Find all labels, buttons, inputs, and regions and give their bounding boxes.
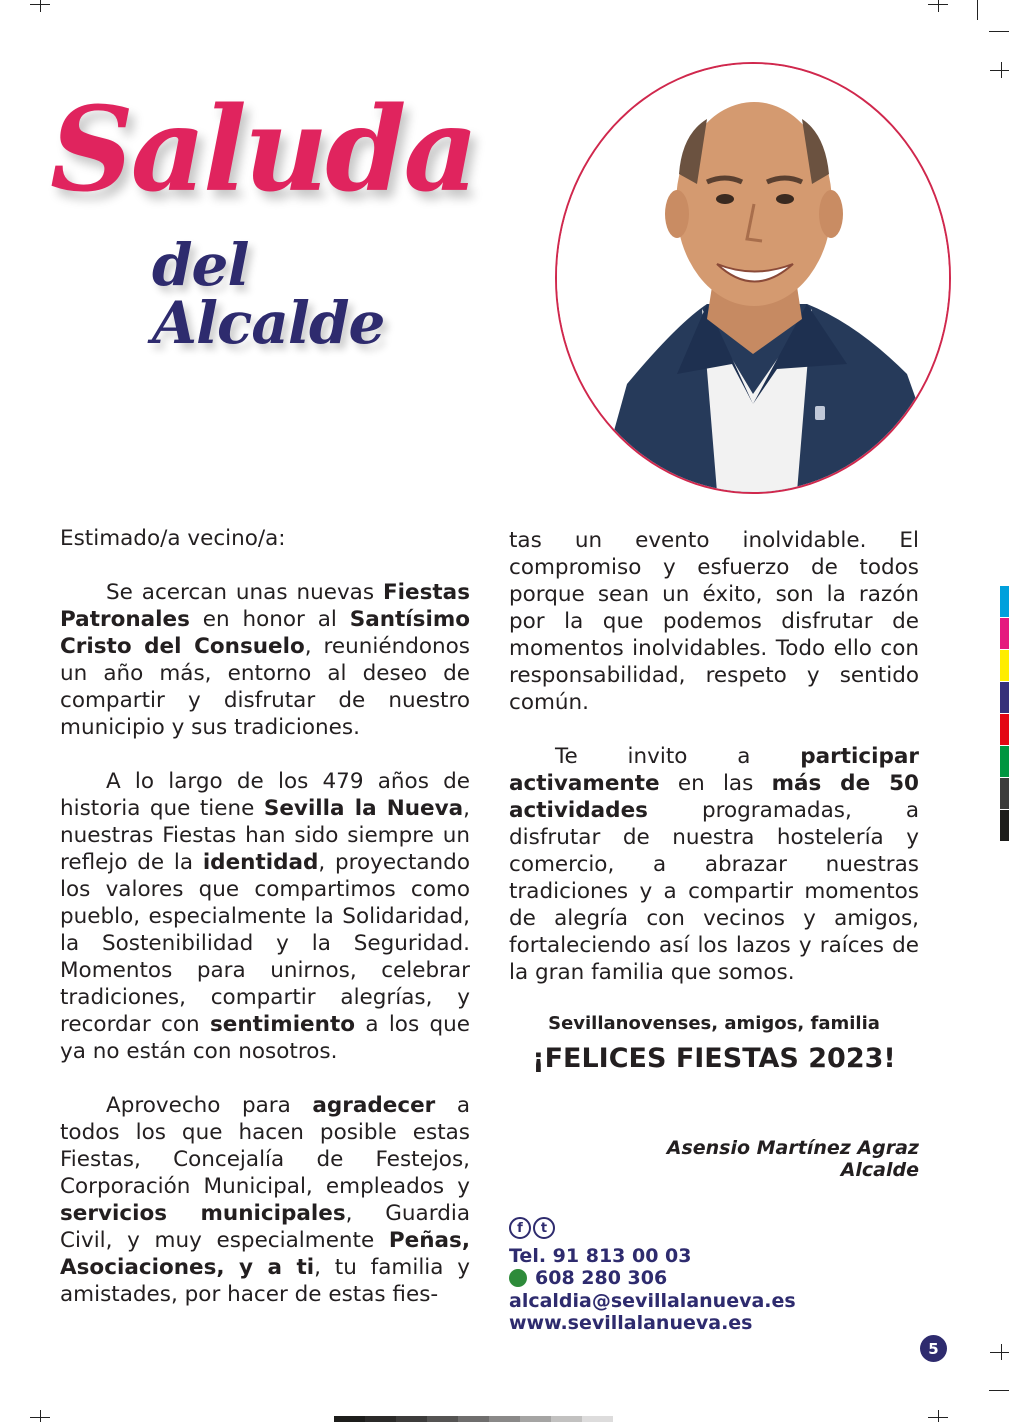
crop-mark [30,4,50,5]
body-text: programadas, a disfrutar de nuestra hostelería y comercio, a abrazar nuestras tradiciones y a compartir momentos de alegría con vecinos y amigos, fortaleciendo así los lazos y raíces de la gran familia que somos. [509,798,919,985]
grey-swatch [582,1416,613,1422]
crop-mark [1001,62,1002,78]
grey-swatch [551,1416,582,1422]
bold-text: participar activamente [509,744,919,796]
grey-swatch [334,1416,365,1422]
color-swatch [1000,586,1009,617]
crop-mark [990,70,1009,71]
color-calibration-bar [1000,586,1009,842]
left-paragraph [60,1092,470,1308]
body-text: A lo largo de los 479 años de historia que tiene [60,769,470,821]
body-text: Te invito a [555,744,801,769]
bold-text: Fiestas Patronales [60,580,470,632]
body-text: Se acercan unas nuevas [106,580,383,605]
crop-mark [989,31,1009,32]
bold-text: Santísimo Cristo del Consuelo [60,607,470,659]
body-text: a los que ya no están con nosotros. [60,1012,470,1064]
facebook-icon[interactable]: f [509,1217,531,1239]
body-text: en las [659,771,772,796]
letter-column-left [60,525,470,1335]
body-text: , nuestras Fiestas han sido siempre un reflejo de la [60,796,470,875]
color-swatch [1000,682,1009,713]
bold-text: Sevilla la Nueva [263,796,464,821]
greeting: Estimado/a vecino/a: [60,526,286,551]
crop-mark [938,0,939,12]
bold-text: servicios municipales [60,1201,346,1226]
twitter-icon[interactable]: t [533,1217,555,1239]
email-link[interactable]: alcaldia@sevillalanueva.es [509,1290,796,1312]
bold-text: Peñas, Asociaciones, y a ti [60,1228,470,1280]
color-swatch [1000,714,1009,745]
body-text: , Guardia Civil, y muy especialmente [60,1201,470,1253]
grey-swatch [365,1416,396,1422]
crop-mark [30,1417,50,1418]
whatsapp-row [509,1267,667,1289]
color-swatch [1000,810,1009,841]
bold-text: agradecer [312,1093,436,1118]
bold-text: más de 50 actividades [509,771,919,823]
bold-text: sentimiento [209,1012,355,1037]
title-saluda: Saluda [50,82,476,218]
left-paragraph [60,768,470,1065]
body-text: tas un evento inolvidable. El compromiso y esfuerzo de todos porque sean un éxito, son la razón por la que podemos disfrutar de momentos inolvidables. Todo ello con responsabilidad, respeto y sentido común. [509,528,919,715]
crop-mark [990,1352,1009,1353]
left-paragraph [60,579,470,741]
whatsapp-number: 608 280 306 [535,1267,668,1289]
color-swatch [1000,650,1009,681]
crop-mark [989,1390,1009,1391]
page-number: 5 [920,1335,947,1362]
crop-mark [40,1410,41,1422]
color-swatch [1000,618,1009,649]
crop-mark [928,4,948,5]
body-text: , proyectando los valores que compartimos como pueblo, especialmente la Solidaridad, la Sostenibilidad y la Seguridad. Momentos para unirnos, celebrar tradiciones, compartir alegrías, y recordar con [60,850,470,1037]
signature-name: Asensio Martínez Agraz [666,1137,919,1159]
color-swatch [1000,746,1009,777]
signature-role: Alcalde [840,1159,919,1181]
body-text: en honor al [189,607,350,632]
body-text: , reuniéndonos un año más, entorno al deseo de compartir y disfrutar de nuestro municipio y sus tradiciones. [60,634,470,740]
crop-mark [938,1410,939,1422]
phone-number: Tel. 91 813 00 03 [509,1245,692,1267]
body-text: a todos los que hacen posible estas Fiestas, Concejalía de Festejos, Corporación Municipal, empleados y [60,1093,470,1199]
right-paragraph [509,527,919,716]
grey-swatch [396,1416,427,1422]
grey-swatch [489,1416,520,1422]
closing-headline: ¡FELICES FIESTAS 2023! [532,1043,896,1074]
crop-mark [928,1417,948,1418]
grey-calibration-bar [334,1416,613,1422]
grey-swatch [520,1416,551,1422]
whatsapp-icon [509,1269,527,1287]
color-swatch [1000,778,1009,809]
mayor-portrait [555,62,951,494]
body-text: , tu familia y amistades, por hacer de estas fies- [60,1255,470,1307]
bold-text: identidad [202,850,319,875]
social-icons [509,1217,555,1239]
crop-mark [40,0,41,12]
title-del-alcalde: del Alcalde [152,231,385,357]
grey-swatch [427,1416,458,1422]
right-paragraph [509,743,919,986]
letter-column-right [509,527,919,1013]
crop-mark [977,0,978,20]
website-link[interactable]: www.sevillalanueva.es [509,1312,753,1334]
portrait-illustration [557,64,949,492]
body-text: Aprovecho para [106,1093,313,1118]
closing-line: Sevillanovenses, amigos, familia [548,1013,880,1034]
crop-mark [1001,1344,1002,1360]
grey-swatch [458,1416,489,1422]
